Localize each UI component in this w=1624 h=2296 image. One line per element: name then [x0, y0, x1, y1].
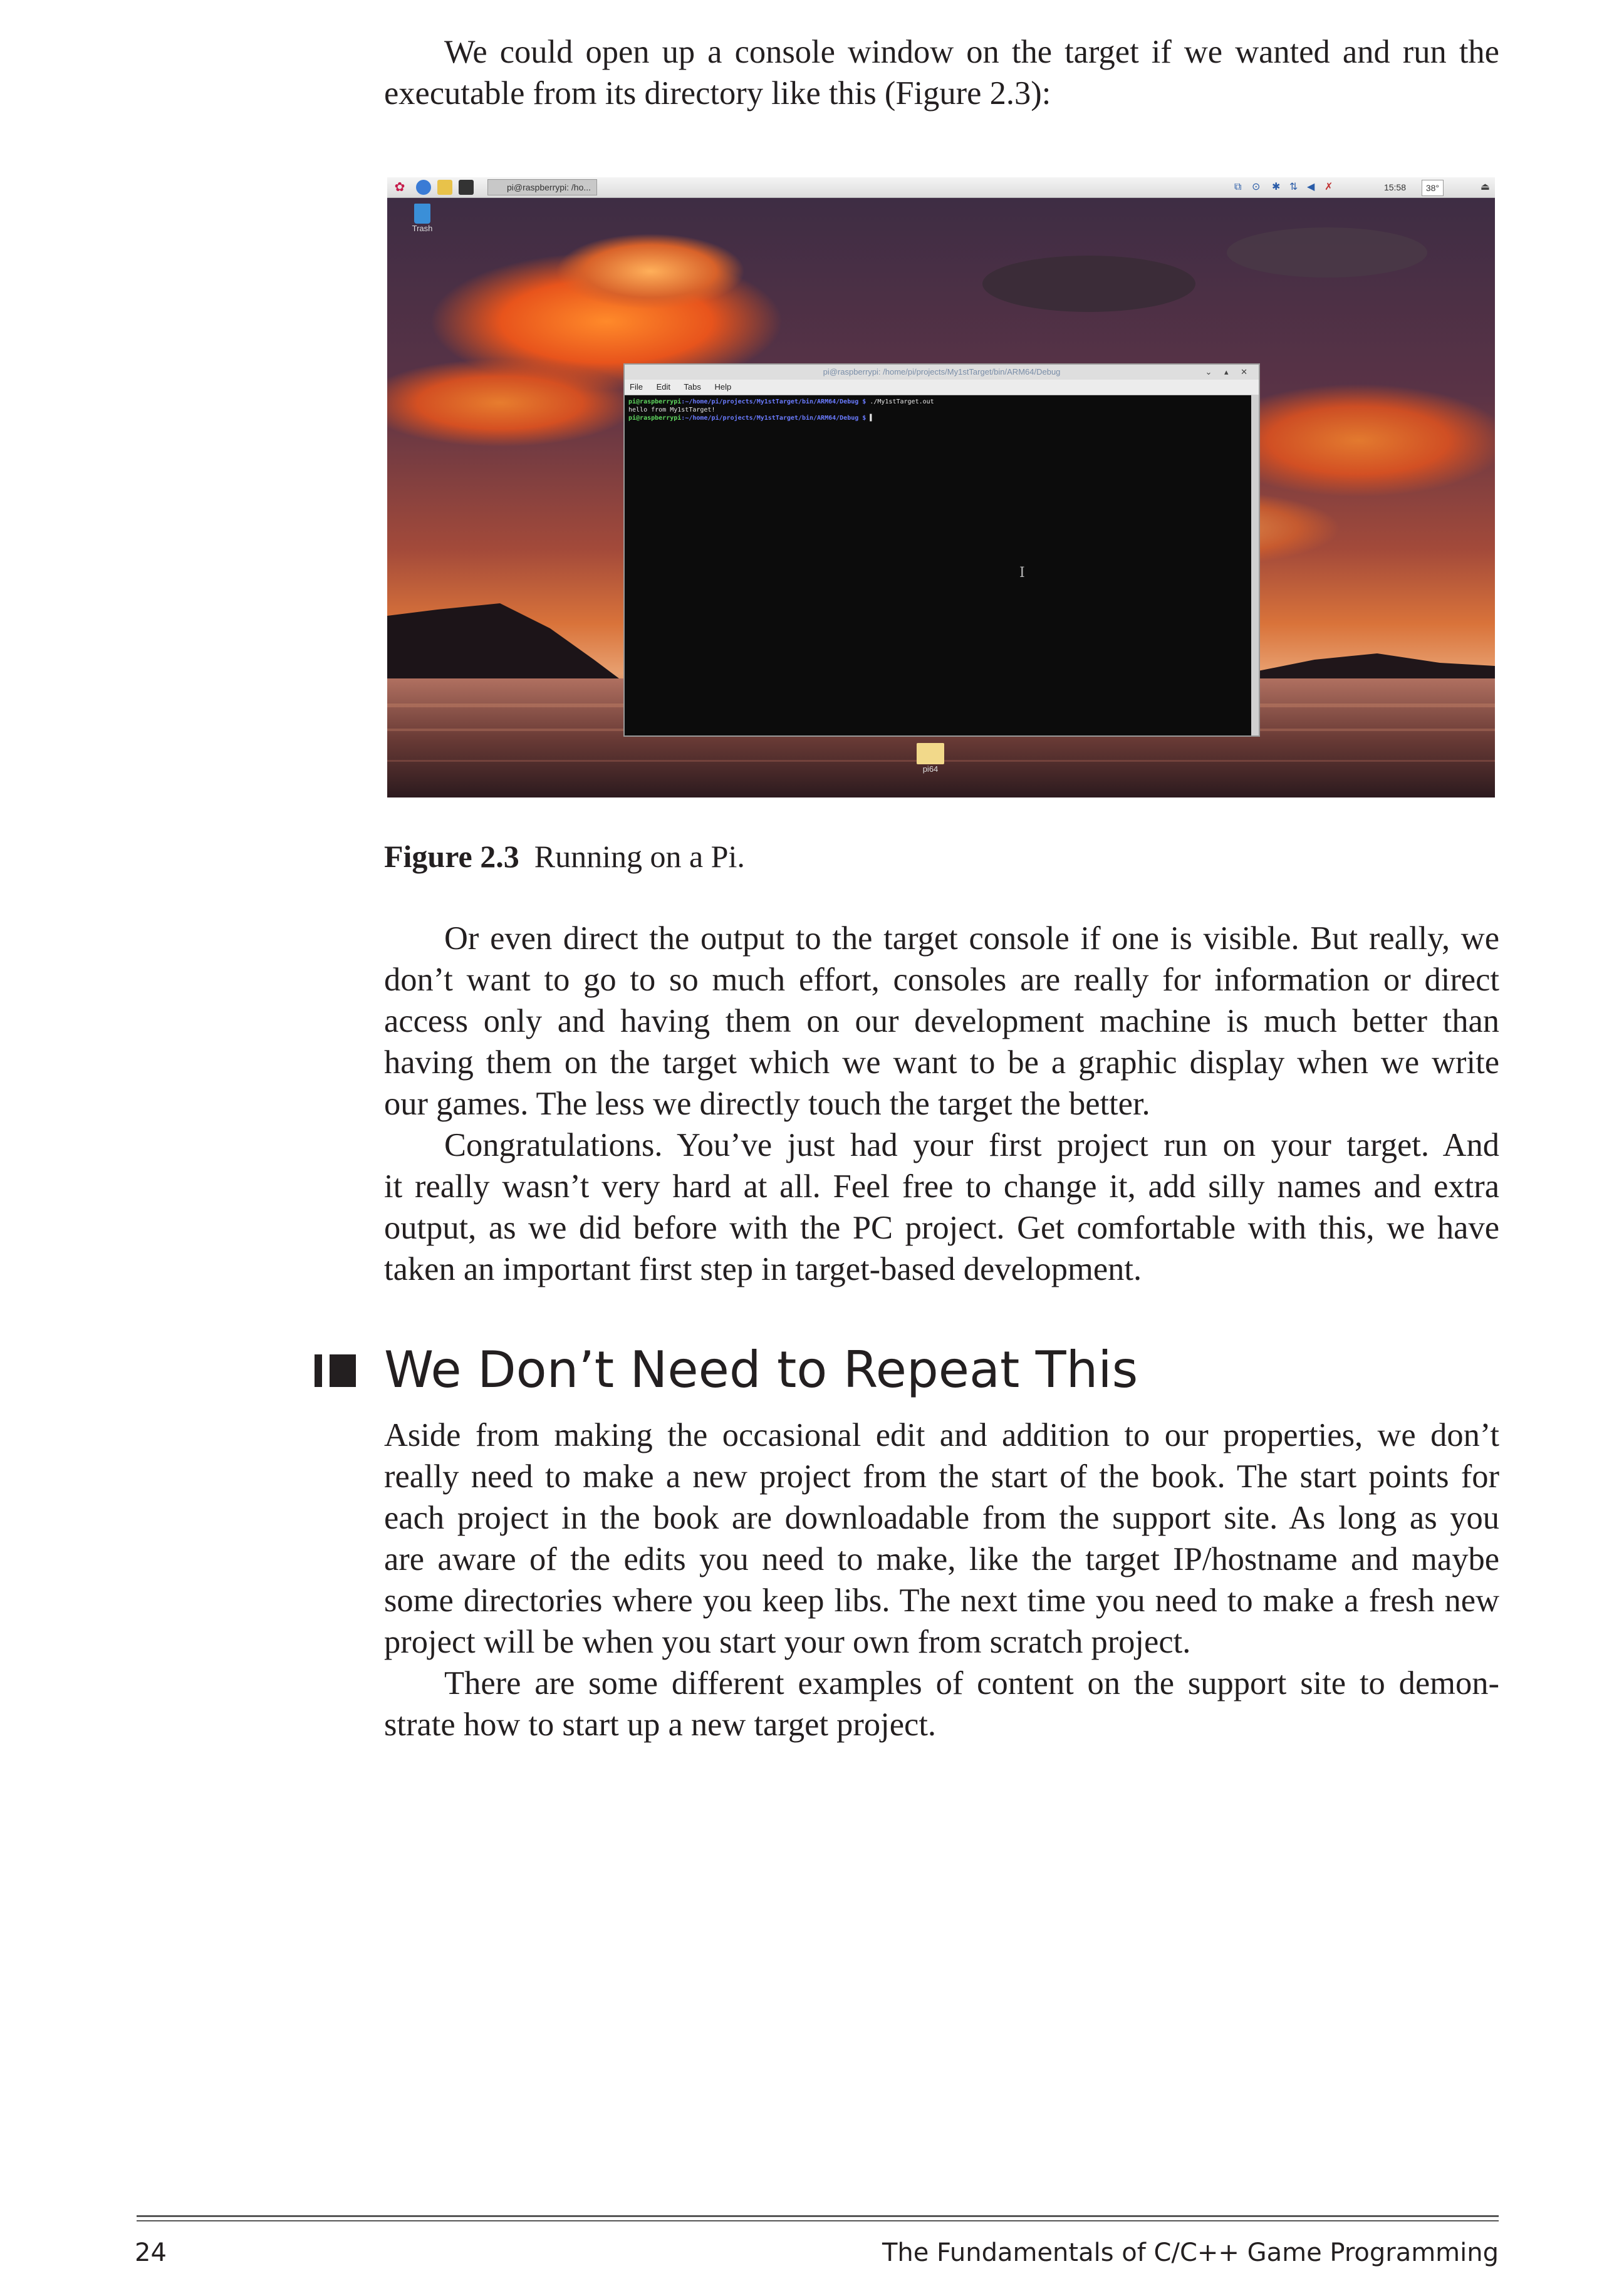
mic-muted-icon[interactable]: ✗: [1325, 182, 1333, 192]
terminal-menu-bar: [625, 380, 1259, 395]
trash-desktop-icon[interactable]: [410, 204, 435, 233]
cpu-temp[interactable]: 38°: [1422, 180, 1444, 196]
pi64-desktop-folder[interactable]: [915, 743, 945, 774]
terminal-window[interactable]: [623, 363, 1260, 737]
terminal-scrollbar[interactable]: [1251, 395, 1259, 735]
network-icon[interactable]: ⇅: [1289, 182, 1298, 192]
terminal-icon[interactable]: [459, 180, 474, 195]
page-number: 24: [135, 2238, 167, 2267]
bluetooth-icon[interactable]: ✱: [1272, 182, 1281, 192]
terminal-task-label: pi@raspberrypi: /ho...: [507, 182, 591, 192]
cursor: ▌: [866, 415, 874, 422]
text-line: strate how to start up a new target project.: [384, 1706, 937, 1743]
prompt-user: pi@raspberrypi: [628, 398, 682, 405]
text-line: our games. The less we directly touch the target the better.: [384, 1086, 1150, 1122]
text-line: really need to make a new project from the start of the book. The start points for: [384, 1458, 1499, 1495]
text-line: There are some different examples of content on the support site to demon-: [444, 1665, 1499, 1701]
marker-box: [330, 1354, 356, 1387]
text-line: Or even direct the output to the target console if one is visible. But really, we: [444, 920, 1499, 957]
intro-paragraph: [384, 31, 1499, 114]
text-line: each project in the book are downloadable from the support site. As long as you: [384, 1500, 1499, 1536]
text-line: some directories where you keep libs. The next time you need to make a fresh new: [384, 1582, 1499, 1619]
text-line: project will be when you start your own from scratch project.: [384, 1624, 1191, 1660]
raspberry-menu-icon[interactable]: ✿: [394, 180, 405, 194]
text-line: don’t want to go to so much effort, consoles are really for information or direct: [384, 962, 1499, 998]
prompt-path: :~/home/pi/projects/My1stTarget/bin/ARM64/Debug $: [681, 415, 867, 422]
prompt-user: pi@raspberrypi: [628, 415, 682, 422]
figure-caption-text: Running on a Pi.: [534, 839, 745, 874]
clock[interactable]: 15:58: [1383, 182, 1406, 192]
command-text: ./My1stTarget.out: [866, 398, 934, 405]
paragraph: [384, 1415, 1499, 1745]
file-manager-icon[interactable]: [437, 180, 452, 195]
vnc-icon[interactable]: ⧉: [1234, 182, 1242, 192]
volume-icon[interactable]: ◀: [1307, 182, 1315, 192]
text-line: executable from its directory like this (Figure 2.3):: [384, 75, 1051, 112]
menu-file[interactable]: File: [630, 382, 643, 392]
menu-tabs[interactable]: Tabs: [684, 382, 701, 392]
terminal-output[interactable]: [625, 395, 1259, 425]
menu-help[interactable]: Help: [714, 382, 732, 392]
text-line: are aware of the edits you need to make, like the target IP/hostname and maybe: [384, 1541, 1499, 1577]
terminal-title: pi@raspberrypi: /home/pi/projects/My1stTarget/bin/ARM64/Debug: [823, 367, 1061, 377]
text-line: having them on the target which we want to be a graphic display when we write: [384, 1044, 1499, 1081]
browser-icon[interactable]: [416, 180, 431, 195]
taskbar: [387, 177, 1495, 198]
footer-rule: [137, 2220, 1499, 2221]
folder-icon: [917, 743, 944, 764]
prompt-path: :~/home/pi/projects/My1stTarget/bin/ARM64/Debug $: [681, 398, 867, 405]
running-book-title: The Fundamentals of C/C++ Game Programming: [882, 2238, 1499, 2267]
mouse-ibeam-cursor: I: [1019, 565, 1025, 581]
trash-icon: [414, 204, 430, 224]
footer-rule: [137, 2215, 1499, 2217]
window-controls[interactable]: ⌄ ▴ ✕: [1205, 367, 1252, 377]
terminal-line: [628, 398, 1255, 406]
paragraph: [384, 918, 1499, 1290]
folder-label: pi64: [922, 764, 939, 774]
trash-label: Trash: [412, 224, 433, 233]
text-line: We could open up a console window on the target if we wanted and run the: [444, 34, 1499, 70]
eject-icon[interactable]: ⏏: [1480, 182, 1490, 192]
text-line: access only and having them on our development machine is much better than: [384, 1003, 1499, 1039]
figure-label: Figure 2.3: [384, 839, 519, 874]
terminal-line: [628, 414, 1255, 422]
terminal-task-button[interactable]: [487, 179, 597, 195]
text-line: output, as we did before with the PC project. Get comfortable with this, we have: [384, 1210, 1499, 1246]
section-heading: We Don’t Need to Repeat This: [384, 1341, 1138, 1399]
marker-bar: [315, 1354, 322, 1387]
program-output: hello from My1stTarget!: [628, 407, 716, 413]
terminal-line: [628, 406, 1255, 414]
raspberry-pi-desktop-screenshot: [387, 177, 1495, 797]
text-line: taken an important first step in target-based development.: [384, 1251, 1142, 1287]
menu-edit[interactable]: Edit: [656, 382, 670, 392]
update-icon[interactable]: ⊙: [1252, 182, 1261, 192]
terminal-title-bar[interactable]: [625, 365, 1259, 380]
text-line: Aside from making the occasional edit and addition to our properties, we don’t: [384, 1417, 1499, 1453]
text-line: Congratulations. You’ve just had your first project run on your target. And: [444, 1127, 1499, 1163]
figure-caption: [384, 836, 745, 877]
text-line: it really wasn’t very hard at all. Feel free to change it, add silly names and extra: [384, 1168, 1499, 1205]
